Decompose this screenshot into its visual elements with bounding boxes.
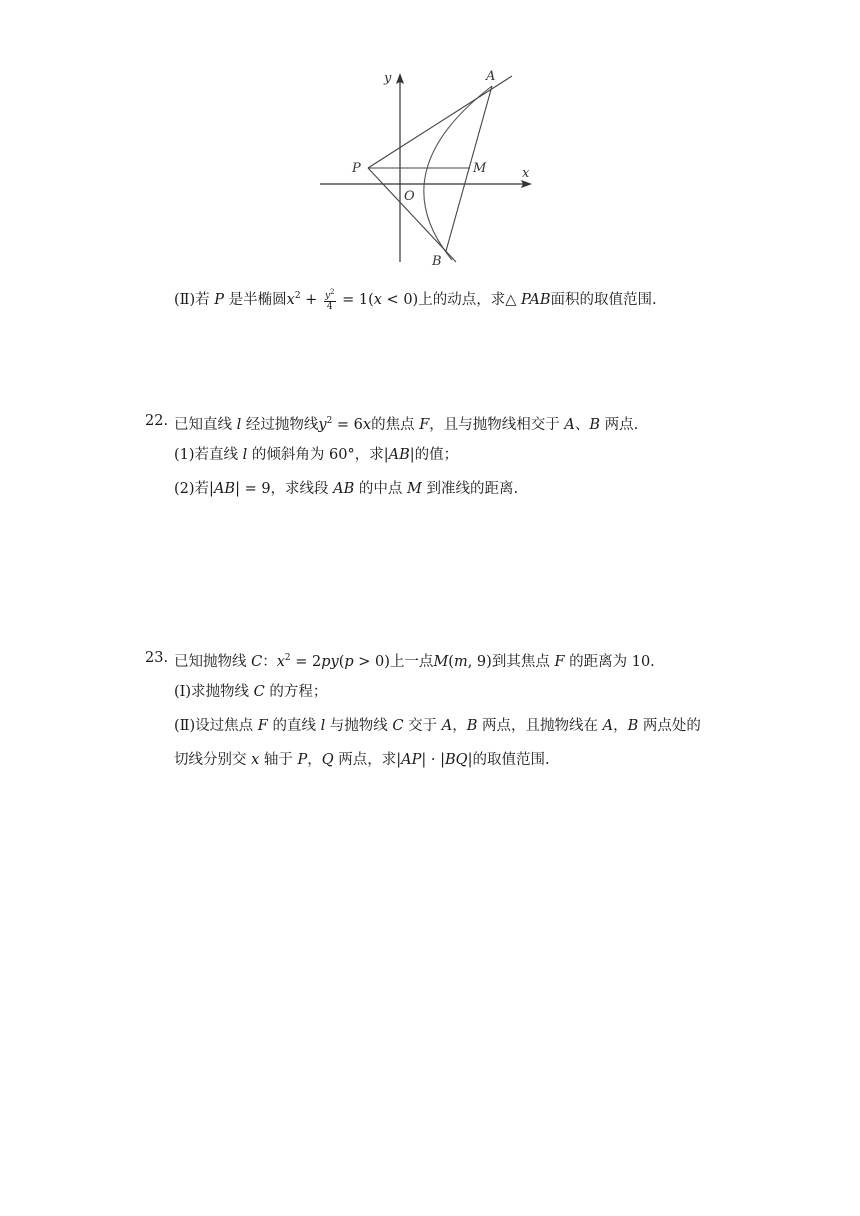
math-var: x — [286, 291, 295, 308]
text-fragment: > 0)上一点 — [353, 653, 434, 670]
math-var: BQ — [445, 752, 468, 768]
math-var: x — [373, 291, 382, 308]
text-fragment: 上的动点，求△ — [418, 291, 521, 308]
text-fragment: |的值； — [409, 447, 459, 463]
math-var: l — [242, 447, 248, 463]
label-o: O — [404, 189, 415, 204]
tangent-line-pb — [368, 168, 456, 262]
math-var: C — [392, 718, 404, 734]
math-var: M — [433, 653, 449, 670]
math-var: M — [407, 481, 422, 497]
math-var: m — [453, 653, 468, 670]
math-var: x — [251, 752, 260, 768]
text-fragment: = 1( — [337, 291, 374, 308]
text-fragment: = 2 — [290, 653, 322, 670]
text-fragment: 切线分别交 — [174, 752, 252, 768]
math-var: p — [344, 653, 354, 670]
math-var: x — [362, 416, 372, 433]
text-fragment: + — [300, 291, 322, 308]
fraction-denominator: 4 — [326, 302, 333, 313]
q22-line3 — [174, 479, 518, 499]
text-fragment: 的直线 — [267, 718, 321, 734]
text-fragment: (Ⅱ)设过焦点 — [174, 718, 258, 734]
math-var: Q — [321, 752, 334, 768]
text-fragment: (Ⅰ)求抛物线 — [174, 684, 254, 700]
text-fragment: ： — [262, 653, 277, 670]
text-fragment: 、 — [574, 416, 590, 433]
math-var: C — [253, 684, 265, 700]
text-fragment: ， — [307, 752, 322, 768]
label-y: y — [384, 71, 392, 86]
math-var: B — [627, 718, 639, 734]
math-var: y — [318, 416, 327, 433]
text-fragment: 的距离为 10. — [564, 653, 655, 670]
text-fragment: < 0) — [381, 291, 419, 308]
math-exponent: 2 — [284, 653, 291, 663]
math-var: F — [419, 416, 430, 433]
math-var: F — [257, 718, 268, 734]
text-fragment: 交于 — [403, 718, 442, 734]
math-var: A — [441, 718, 453, 734]
text-fragment: ， — [452, 718, 467, 734]
label-b: B — [432, 254, 442, 269]
math-var: l — [320, 718, 326, 734]
text-fragment: 面积的取值范围. — [550, 291, 657, 308]
text-fragment: 已知抛物线 — [174, 653, 252, 670]
text-fragment: 两点，求| — [333, 752, 402, 768]
text-fragment: (Ⅱ)若 — [174, 291, 215, 308]
text-fragment: (2)若| — [174, 481, 214, 497]
text-fragment: (1)若直线 — [174, 447, 243, 463]
math-var: C — [251, 653, 263, 670]
math-var: F — [554, 653, 565, 670]
label-m: M — [473, 161, 487, 176]
math-exponent: 2 — [330, 288, 335, 297]
text-fragment: |的取值范围. — [467, 752, 550, 768]
text-fragment: 到准线的距离. — [421, 481, 519, 497]
math-var: P — [297, 752, 308, 768]
q22-line2 — [174, 445, 458, 465]
geometry-figure — [310, 62, 550, 274]
text-fragment: 的中点 — [354, 481, 408, 497]
q21-part2-line — [174, 286, 657, 312]
math-var: py — [321, 653, 339, 670]
text-fragment: ( — [448, 653, 454, 670]
text-fragment: | = 9，求线段 — [235, 481, 334, 497]
math-var: y — [324, 291, 331, 302]
parabola-diagram — [310, 62, 550, 274]
text-fragment: 经过抛物线 — [241, 416, 319, 433]
math-var: x — [276, 653, 285, 670]
text-fragment: 两点. — [600, 416, 639, 433]
q23-line2 — [174, 682, 327, 702]
text-fragment: , 9)到其焦点 — [467, 653, 555, 670]
text-fragment: 的焦点 — [371, 416, 420, 433]
text-fragment: ( — [338, 653, 345, 670]
label-p: P — [352, 161, 361, 176]
text-fragment: | · | — [421, 752, 446, 768]
math-var: A — [602, 718, 614, 734]
text-fragment: ，且与抛物线相交于 — [429, 416, 565, 433]
text-fragment: 两点处的 — [638, 718, 701, 734]
text-fragment: 已知直线 — [174, 416, 237, 433]
fraction-y2-over-4 — [324, 287, 336, 312]
math-var: B — [466, 718, 478, 734]
label-a: A — [486, 69, 496, 84]
math-var: AP — [401, 752, 422, 768]
label-x: x — [522, 166, 530, 181]
q23-line3 — [174, 716, 701, 736]
math-exponent: 2 — [326, 416, 333, 426]
q23-line1 — [174, 648, 655, 672]
math-exponent: 2 — [294, 291, 301, 301]
text-fragment: 是半椭圆 — [224, 291, 287, 308]
math-var: A — [564, 416, 575, 433]
text-fragment: 的倾斜角为 60°，求| — [247, 447, 389, 463]
math-var: P — [214, 291, 225, 308]
text-fragment: 轴于 — [259, 752, 298, 768]
text-fragment: ， — [613, 718, 628, 734]
math-var: B — [589, 416, 600, 433]
text-fragment: 两点，且抛物线在 — [477, 718, 603, 734]
math-var: AB — [333, 481, 355, 497]
question-number-22: 22. — [145, 413, 169, 429]
text-fragment: 与抛物线 — [325, 718, 393, 734]
math-var: AB — [388, 447, 410, 463]
q23-line4 — [174, 750, 550, 770]
text-fragment: = 6 — [332, 416, 363, 433]
math-var: l — [236, 416, 242, 433]
math-var: AB — [213, 481, 236, 497]
question-number-23: 23. — [145, 650, 169, 666]
text-fragment: 的方程； — [264, 684, 328, 700]
fraction-numerator — [324, 287, 336, 302]
q22-line1 — [174, 411, 638, 435]
math-var: PAB — [520, 291, 551, 308]
